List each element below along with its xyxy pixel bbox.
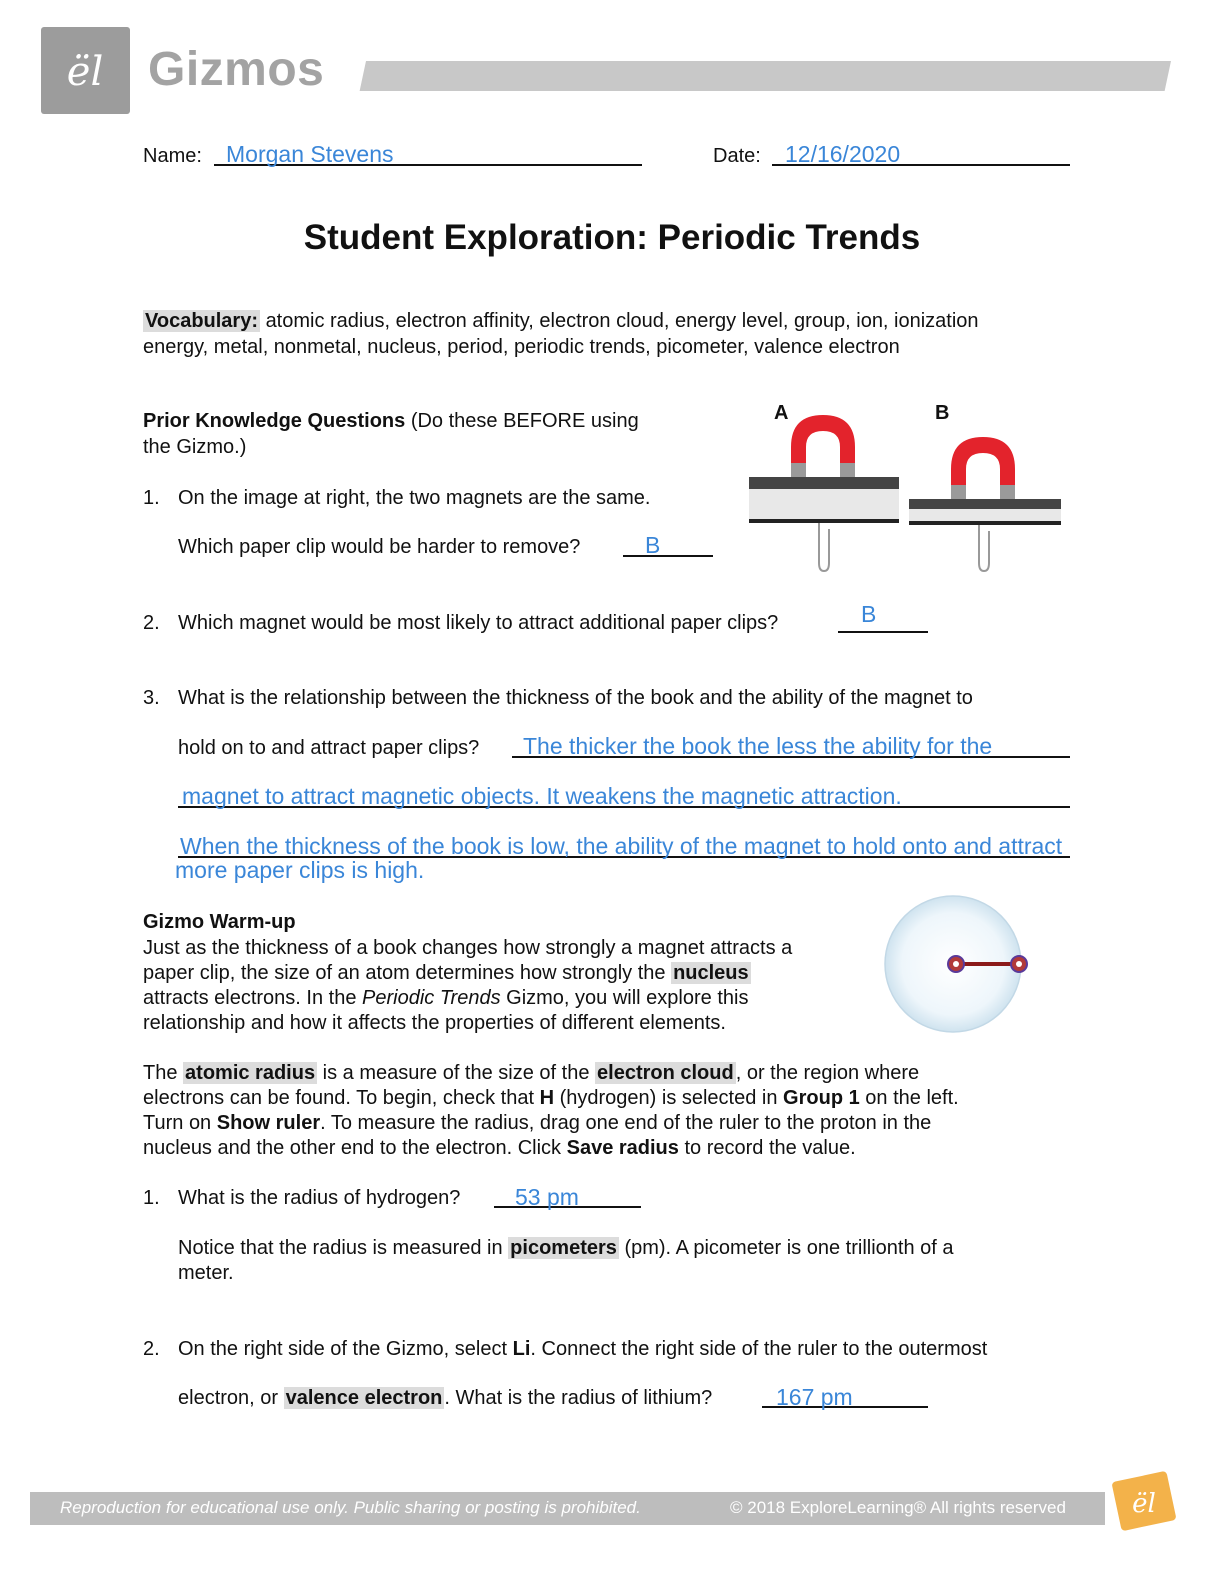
warmup-heading: Gizmo Warm-up	[143, 911, 296, 933]
term-electron-cloud: electron cloud	[597, 1062, 734, 1084]
q2-l1-c: . Connect the right side of the ruler to the outermost	[530, 1338, 988, 1360]
footer-copyright: © 2018 ExploreLearning® All rights reserved	[730, 1498, 1066, 1517]
prior-q1-number: 1.	[143, 487, 160, 509]
p2-l4-c: to record the value.	[684, 1137, 856, 1159]
el-logo-icon	[41, 27, 130, 114]
warmup-q2-line-2	[178, 1387, 712, 1410]
term-nucleus: nucleus	[673, 962, 749, 984]
prior-q1-text: On the image at right, the two magnets are the same.	[178, 487, 651, 509]
note-a: Notice that the radius is measured in	[178, 1237, 503, 1259]
magnets-figure	[747, 395, 1063, 580]
term-atomic-radius: atomic radius	[185, 1062, 316, 1084]
vocabulary-line-1	[143, 310, 979, 333]
p2-l3-a: Turn on	[143, 1112, 212, 1134]
warmup-p1-line-1: Just as the thickness of a book changes how strongly a magnet attracts a	[143, 937, 793, 959]
prior-q1-question: Which paper clip would be harder to remove?	[178, 536, 581, 558]
prior-q2-text: Which magnet would be most likely to attract additional paper clips?	[178, 612, 779, 634]
prior-q2-answer-line	[838, 631, 928, 633]
term-h: H	[539, 1087, 555, 1109]
figure-label-a: A	[774, 402, 789, 424]
picometer-note-2: meter.	[178, 1262, 234, 1284]
brand-name: Gizmos	[148, 43, 325, 96]
paperclip-b-icon	[979, 525, 989, 571]
date-value[interactable]: 12/16/2020	[785, 141, 901, 167]
name-value[interactable]: Morgan Stevens	[226, 141, 394, 167]
warmup-p1-line-3	[143, 987, 748, 1010]
p2-l1-e: , or the region where	[735, 1062, 920, 1084]
prior-q2-answer[interactable]: B	[861, 601, 877, 627]
prior-q3-answer-2[interactable]: magnet to attract magnetic objects. It weakens the magnetic attraction.	[182, 783, 902, 809]
prior-q3-answer-3[interactable]: When the thickness of the book is low, the ability of the magnet to hold onto and attract	[180, 833, 1063, 859]
warmup-p1-l3-rest: Gizmo, you will explore this	[506, 987, 749, 1009]
warmup-q2-answer[interactable]: 167 pm	[776, 1384, 853, 1410]
warmup-p2-line-2	[143, 1087, 959, 1110]
vocabulary-terms-1: atomic radius, electron affinity, electron cloud, energy level, group, ion, ionization	[265, 310, 979, 332]
q2-l1-a: On the right side of the Gizmo, select	[178, 1338, 508, 1360]
warmup-q2-line-1	[178, 1338, 987, 1361]
p2-l1-a: The	[143, 1062, 178, 1084]
footer-logo	[1110, 1470, 1178, 1532]
warmup-p2-line-1	[143, 1062, 919, 1085]
term-group-1: Group 1	[783, 1087, 860, 1109]
magnet-a-icon	[791, 415, 855, 477]
q2-l2-a: electron, or	[178, 1387, 279, 1409]
warmup-q1-number: 1.	[143, 1187, 160, 1209]
prior-q3-answer-1[interactable]: The thicker the book the less the ability for the	[523, 733, 993, 759]
book-b-icon	[909, 499, 1061, 525]
warmup-p1-line-2	[143, 962, 751, 985]
term-show-ruler: Show ruler	[216, 1112, 321, 1134]
term-li: Li	[512, 1338, 531, 1360]
prior-q3-number: 3.	[143, 687, 160, 709]
p2-l2-c: (hydrogen) is selected in	[559, 1087, 778, 1109]
prior-heading-note-2: the Gizmo.)	[143, 436, 247, 458]
explorelearning-logo	[41, 27, 130, 114]
picometer-note-1	[178, 1237, 954, 1260]
warmup-q1-text: What is the radius of hydrogen?	[178, 1187, 461, 1209]
page-title: Student Exploration: Periodic Trends	[303, 218, 921, 257]
prior-q3-answer-4[interactable]: more paper clips is high.	[175, 857, 425, 883]
name-label: Name:	[143, 145, 202, 167]
svg-text:ël: ël	[1132, 1489, 1156, 1519]
p2-l4-a: nucleus and the other end to the electron. Click	[143, 1137, 562, 1159]
paperclip-a-icon	[819, 523, 829, 571]
prior-heading-title: Prior Knowledge Questions	[143, 410, 406, 432]
atom-figure	[880, 893, 1028, 1035]
warmup-q1-answer[interactable]: 53 pm	[515, 1184, 579, 1210]
el-logo-footer-icon	[1110, 1470, 1178, 1532]
prior-q3-text: What is the relationship between the thickness of the book and the ability of the magnet to	[178, 687, 973, 709]
note-c: (pm). A picometer is one trillionth of a	[624, 1237, 954, 1259]
prior-q2-number: 2.	[143, 612, 160, 634]
q2-l2-c: . What is the radius of lithium?	[444, 1387, 713, 1409]
footer-notice: Reproduction for educational use only. Public sharing or posting is prohibited.	[60, 1498, 641, 1517]
warmup-p2-line-3	[143, 1112, 931, 1135]
header-bar	[360, 61, 1171, 91]
vocabulary-label: Vocabulary:	[145, 310, 258, 332]
p2-l2-e: on the left.	[865, 1087, 959, 1109]
figure-label-b: B	[935, 402, 950, 424]
date-label: Date:	[713, 145, 761, 167]
term-save-radius: Save radius	[566, 1137, 679, 1159]
term-picometers: picometers	[510, 1237, 617, 1259]
warmup-q2-number: 2.	[143, 1338, 160, 1360]
vocabulary-line-2: energy, metal, nonmetal, nucleus, period, periodic trends, picometer, valence electron	[143, 336, 900, 358]
p2-l1-c: is a measure of the size of the	[322, 1062, 590, 1084]
prior-q1-answer[interactable]: B	[645, 532, 661, 558]
magnet-b-icon	[951, 437, 1015, 499]
prior-heading-note: (Do these BEFORE using	[410, 410, 639, 432]
term-valence-electron: valence electron	[285, 1387, 443, 1409]
warmup-p1-line-4: relationship and how it affects the properties of different elements.	[143, 1012, 726, 1034]
prior-heading	[143, 410, 639, 433]
p2-l3-c: . To measure the radius, drag one end of the ruler to the proton in the	[320, 1112, 932, 1134]
warmup-p2-line-4	[143, 1137, 856, 1160]
prior-q3-question: hold on to and attract paper clips?	[178, 737, 480, 759]
p2-l2-a: electrons can be found. To begin, check that	[143, 1087, 535, 1109]
svg-text:ël: ël	[66, 49, 104, 95]
book-a-icon	[749, 477, 899, 523]
prior-q1-answer-line	[623, 555, 713, 557]
gizmo-name: Periodic Trends	[362, 987, 501, 1009]
warmup-p1-l3-text: attracts electrons. In the	[143, 987, 357, 1009]
warmup-p1-l2-text: paper clip, the size of an atom determines how strongly the	[143, 962, 666, 984]
